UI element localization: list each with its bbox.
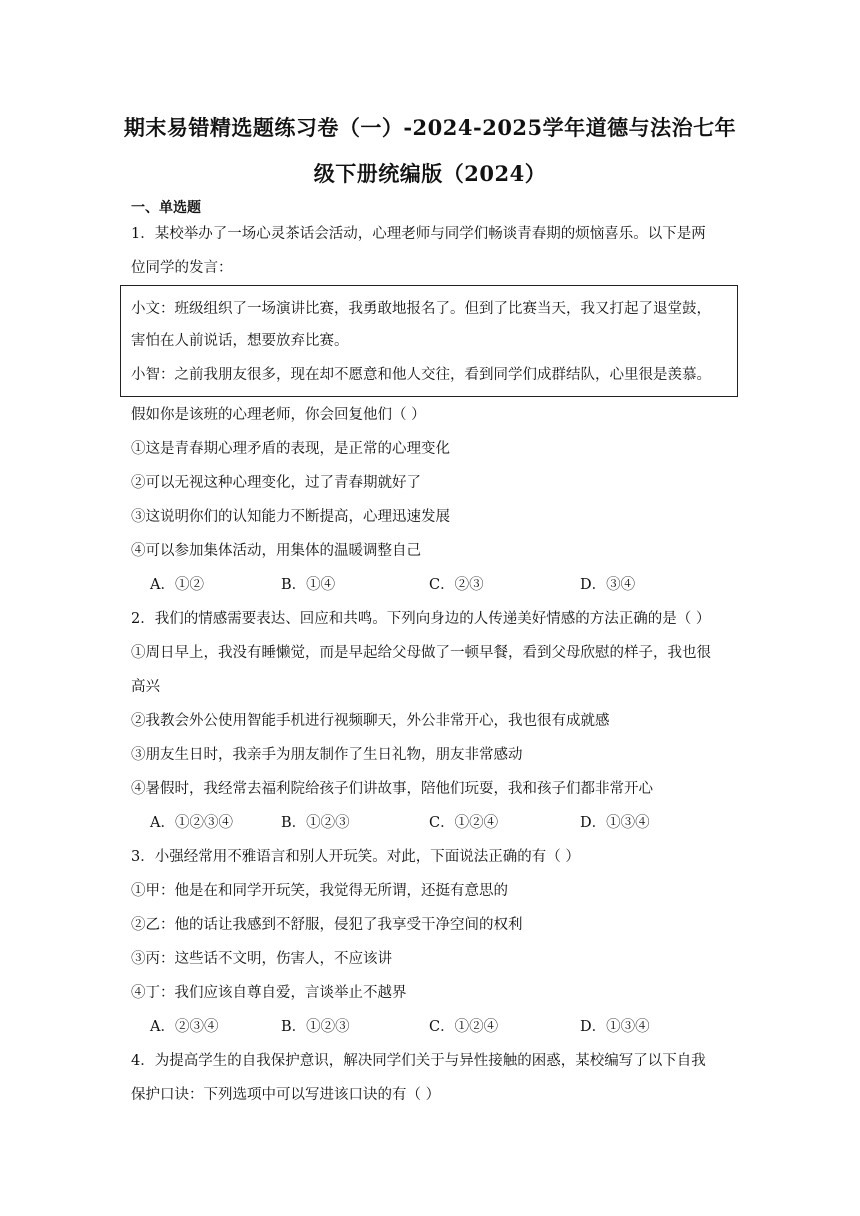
q3-item-2: ②乙：他的话让我感到不舒服，侵犯了我享受干净空间的权利: [131, 917, 523, 933]
q1-option-d[interactable]: D．③④: [580, 577, 636, 593]
q2-option-c[interactable]: C．①②④: [429, 815, 499, 831]
q1-quote-line-2: 害怕在人前说话，想要放弃比赛。: [131, 333, 349, 349]
q1-stem-line-1: 1．某校举办了一场心灵茶话会活动，心理老师与同学们畅谈青春期的烦恼喜乐。以下是两: [131, 226, 706, 242]
q2-option-b[interactable]: B．①②③: [281, 815, 350, 831]
q2-item-3: ③朋友生日时，我亲手为朋友制作了生日礼物，朋友非常感动: [131, 747, 523, 763]
q1-item-3: ③这说明你们的认知能力不断提高，心理迅速发展: [131, 509, 450, 525]
q2-item-2: ②我教会外公使用智能手机进行视频聊天，外公非常开心，我也很有成就感: [131, 713, 610, 729]
q3-stem: 3．小强经常用不雅语言和别人开玩笑。对此，下面说法正确的有（ ）: [131, 849, 580, 865]
q4-stem-line-1: 4．为提高学生的自我保护意识，解决同学们关于与异性接触的困惑，某校编写了以下自我: [131, 1053, 706, 1069]
document-title-line-1: 期末易错精选题练习卷（一）-2024-2025学年道德与法治七年: [123, 115, 737, 140]
q2-item-4: ④暑假时，我经常去福利院给孩子们讲故事，陪他们玩耍，我和孩子们都非常开心: [131, 781, 653, 797]
q3-option-d[interactable]: D．①③④: [580, 1019, 650, 1035]
q1-question: 假如你是该班的心理老师，你会回复他们（ ）: [131, 407, 426, 423]
q3-option-a[interactable]: A．②③④: [150, 1019, 219, 1035]
q3-option-b[interactable]: B．①②③: [281, 1019, 350, 1035]
q3-item-4: ④丁：我们应该自尊自爱，言谈举止不越界: [131, 985, 407, 1001]
q1-option-a[interactable]: A．①②: [150, 577, 204, 593]
q1-quote-line-3: 小智：之前我朋友很多，现在却不愿意和他人交往，看到同学们成群结队，心里很是羡慕。: [131, 367, 711, 383]
q1-quote-box: [120, 285, 738, 397]
q1-option-b[interactable]: B．①④: [281, 577, 336, 593]
q3-option-c[interactable]: C．①②④: [429, 1019, 499, 1035]
q1-quote-line-1: 小文：班级组织了一场演讲比赛，我勇敢地报名了。但到了比赛当天，我又打起了退堂鼓，: [131, 301, 711, 317]
q2-stem: 2．我们的情感需要表达、回应和共鸣。下列向身边的人传递美好情感的方法正确的是（ ）: [131, 611, 711, 627]
q2-item-1: ①周日早上，我没有睡懒觉，而是早起给父母做了一顿早餐，看到父母欣慰的样子，我也很: [131, 645, 711, 661]
q1-item-2: ②可以无视这种心理变化，过了青春期就好了: [131, 475, 421, 491]
q2-option-d[interactable]: D．①③④: [580, 815, 650, 831]
document-title-line-2: 级下册统编版（2024）: [313, 161, 547, 186]
section-heading: 一、单选题: [131, 200, 201, 216]
q4-stem-line-2: 保护口诀：下列选项中可以写进该口诀的有（ ）: [131, 1087, 441, 1103]
q3-item-3: ③丙：这些话不文明，伤害人，不应该讲: [131, 951, 392, 967]
q2-option-a[interactable]: A．①②③④: [150, 815, 233, 831]
q1-item-1: ①这是青春期心理矛盾的表现，是正常的心理变化: [131, 441, 450, 457]
q2-item-1-cont: 高兴: [131, 679, 160, 695]
q3-item-1: ①甲：他是在和同学开玩笑，我觉得无所谓，还挺有意思的: [131, 883, 508, 899]
q1-stem-line-2: 位同学的发言：: [131, 260, 233, 276]
q1-option-c[interactable]: C．②③: [429, 577, 484, 593]
q1-item-4: ④可以参加集体活动，用集体的温暖调整自己: [131, 543, 421, 559]
